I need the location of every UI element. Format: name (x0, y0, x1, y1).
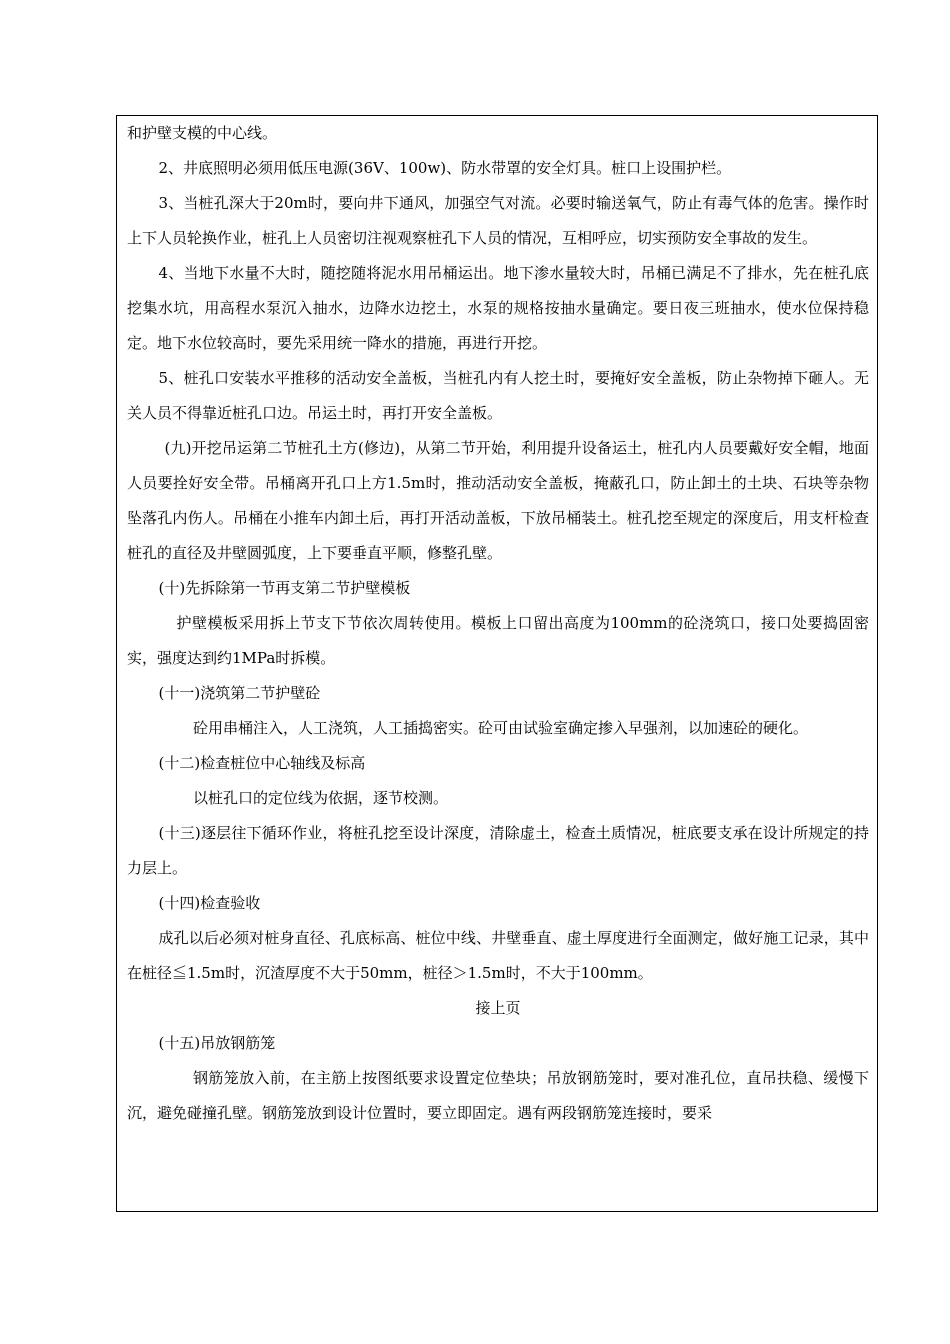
paragraph-section-12-body: 以桩孔口的定位线为依据，逐节校测。 (193, 789, 449, 807)
paragraph-item-5-cover-plate: 5、桩孔口安装水平推移的活动安全盖板，当桩孔内有人挖土时，要掩好安全盖板，防止杂物掉下砸人。无关人员不得靠近桩孔口边。吊运土时，再打开安全盖板。 (127, 369, 869, 422)
heading-section-12: (十二)检查桩位中心轴线及标高 (158, 754, 366, 772)
document-table-frame (116, 115, 878, 1212)
paragraph-section-14-body: 成孔以后必须对桩身直径、孔底标高、桩位中线、井壁垂直、虚土厚度进行全面测定，做好施工记录，其中在桩径≦1.5m时，沉渣厚度不大于50mm，桩径＞1.5m时，不大于100mm。 (127, 929, 869, 982)
paragraph-centerline: 和护壁支模的中心线。 (127, 124, 278, 142)
heading-section-15: (十五)吊放钢筋笼 (158, 1034, 276, 1052)
heading-section-11: (十一)浇筑第二节护壁砼 (158, 684, 321, 702)
paragraph-section-9: (九)开挖吊运第二节桩孔土方(修边)，从第二节开始，利用提升设备运土，桩孔内人员要戴好安全帽，地面人员要拴好安全带。吊桶离开孔口上方1.5m时，推动活动安全盖板，掩蔽孔口，防止卸土的土块、石块等杂物坠落孔内伤人。吊桶在小推车内卸土后，再打开活动盖板，下放吊桶装土。桩孔挖至规定的深度后，用支杆检查桩孔的直径及井壁圆弧度，上下要垂直平顺，修整孔壁。 (127, 439, 869, 562)
document-body (127, 116, 869, 1131)
heading-section-10: (十)先拆除第一节再支第二节护壁模板 (158, 579, 411, 597)
paragraph-section-10-body: 护壁模板采用拆上节支下节依次周转使用。模板上口留出高度为100mm的砼浇筑口，接口处要捣固密实，强度达到约1MPa时拆模。 (127, 614, 869, 667)
paragraph-item-3-ventilation: 3、当桩孔深大于20m时，要向井下通风，加强空气对流。必要时输送氧气，防止有毒气体的危害。操作时上下人员轮换作业，桩孔上人员密切注视观察桩孔下人员的情况，互相呼应，切实预防安全事故的发生。 (127, 194, 869, 247)
continued-from-previous-page: 接上页 (475, 999, 521, 1017)
paragraph-item-2-lighting: 2、井底照明必须用低压电源(36V、100w)、防水带罩的安全灯具。桩口上设围护栏。 (158, 159, 732, 177)
paragraph-section-13: (十三)逐层往下循环作业，将桩孔挖至设计深度，清除虚土，检查土质情况，桩底要支承在设计所规定的持力层上。 (127, 824, 869, 877)
heading-section-14: (十四)检查验收 (158, 894, 261, 912)
paragraph-section-15-body: 钢筋笼放入前，在主筋上按图纸要求设置定位垫块；吊放钢筋笼时，要对准孔位，直吊扶稳、缓慢下沉，避免碰撞孔壁。钢筋笼放到设计位置时，要立即固定。遇有两段钢筋笼连接时，要采 (127, 1069, 869, 1122)
paragraph-section-11-body: 砼用串桶注入，人工浇筑，人工插捣密实。砼可由试验室确定掺入早强剂，以加速砼的硬化。 (193, 719, 809, 737)
paragraph-item-4-drainage: 4、当地下水量不大时，随挖随将泥水用吊桶运出。地下渗水量较大时，吊桶已满足不了排水，先在桩孔底挖集水坑，用高程水泵沉入抽水，边降水边挖土，水泵的规格按抽水量确定。要日夜三班抽水，使水位保持稳定。地下水位较高时，要先采用统一降水的措施，再进行开挖。 (127, 264, 869, 352)
